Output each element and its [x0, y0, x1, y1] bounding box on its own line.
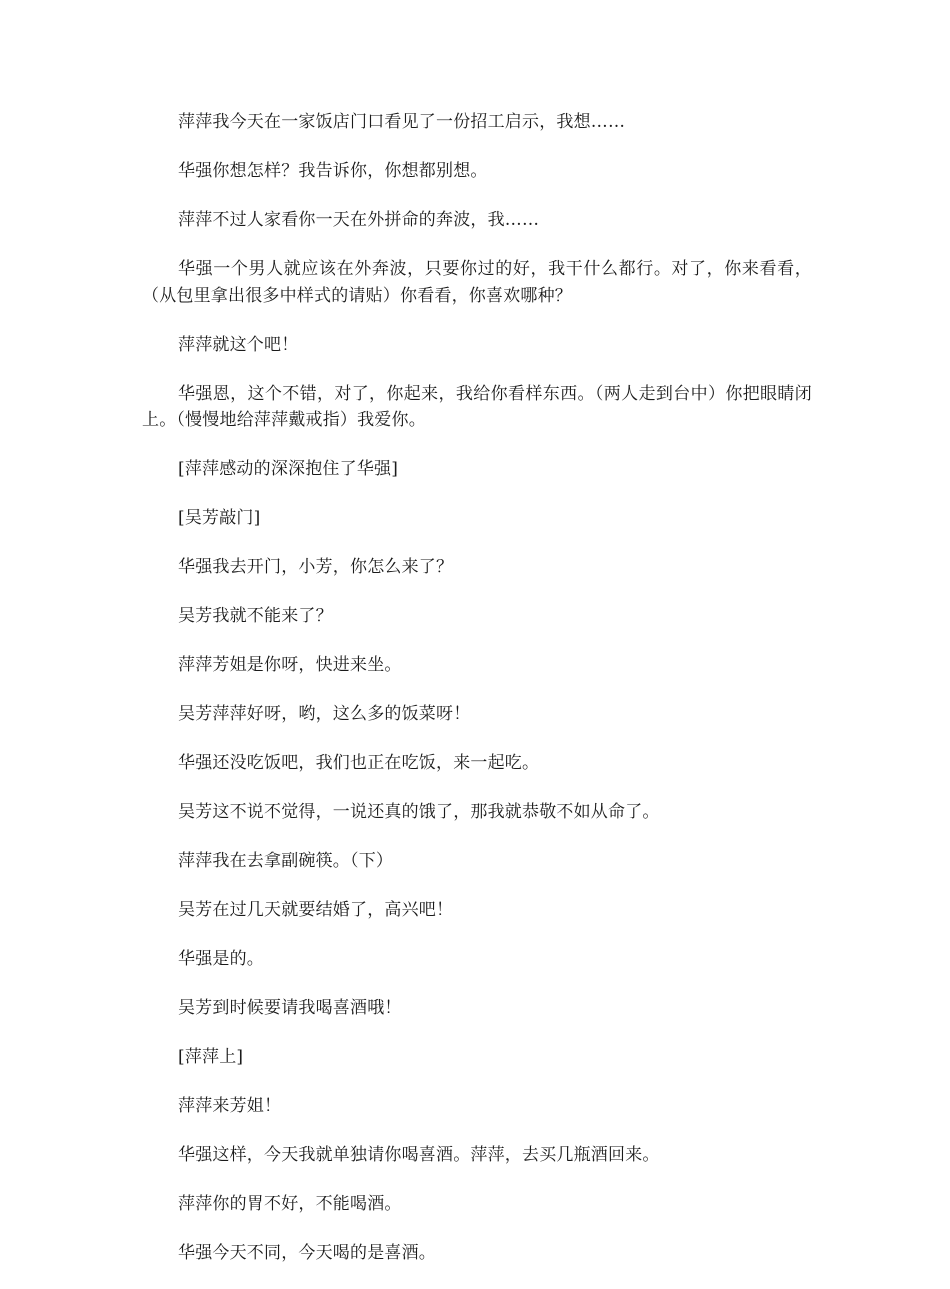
dialogue-line: 吴芳到时候要请我喝喜酒哦！ [178, 998, 402, 1018]
dialogue-line: 华强这样，今天我就单独请你喝喜酒。萍萍，去买几瓶酒回来。 [178, 1145, 660, 1165]
dialogue-line: 华强一个男人就应该在外奔波，只要你过的好，我干什么都行。对了，你来看看，（从包里拿出很多中样式的请贴）你看看，你喜欢哪种？ [142, 259, 812, 306]
dialogue-line: 吴芳我就不能来了？ [178, 606, 333, 626]
dialogue-line: 萍萍你的胃不好，不能喝酒。 [178, 1194, 402, 1214]
dialogue-line: 萍萍芳姐是你呀，快进来坐。 [178, 655, 402, 675]
script-body [142, 109, 812, 1289]
dialogue-line: 吴芳在过几天就要结婚了，高兴吧！ [178, 900, 454, 920]
dialogue-line: 萍萍来芳姐！ [178, 1096, 282, 1116]
dialogue-line: 萍萍我今天在一家饭店门口看见了一份招工启示，我想…… [178, 112, 626, 132]
dialogue-line: 华强你想怎样？我告诉你，你想都别想。 [178, 161, 488, 181]
dialogue-line: 华强还没吃饭吧，我们也正在吃饭，来一起吃。 [178, 753, 540, 773]
dialogue-line: 吴芳这不说不觉得，一说还真的饿了，那我就恭敬不如从命了。 [178, 802, 660, 822]
dialogue-line: 萍萍就这个吧！ [178, 334, 299, 355]
dialogue-line: 华强恩，这个不错，对了，你起来，我给你看样东西。（两人走到台中）你把眼睛闭上。（慢慢地给萍萍戴戒指）我爱你。 [142, 383, 812, 430]
dialogue-line: 华强我去开门，小芳，你怎么来了？ [178, 557, 454, 577]
stage-direction: [吴芳敲门] [178, 508, 261, 528]
dialogue-line: 萍萍不过人家看你一天在外拼命的奔波，我…… [178, 210, 540, 230]
dialogue-line: 萍萍我在去拿副碗筷。（下） [178, 851, 394, 871]
dialogue-line: 吴芳萍萍好呀，哟，这么多的饭菜呀！ [178, 704, 471, 724]
stage-direction: [萍萍感动的深深抱住了华强] [178, 459, 399, 479]
dialogue-line: 华强是的。 [178, 949, 264, 969]
stage-direction: [萍萍上] [178, 1047, 244, 1067]
dialogue-line: 华强今天不同，今天喝的是喜酒。 [178, 1243, 436, 1263]
